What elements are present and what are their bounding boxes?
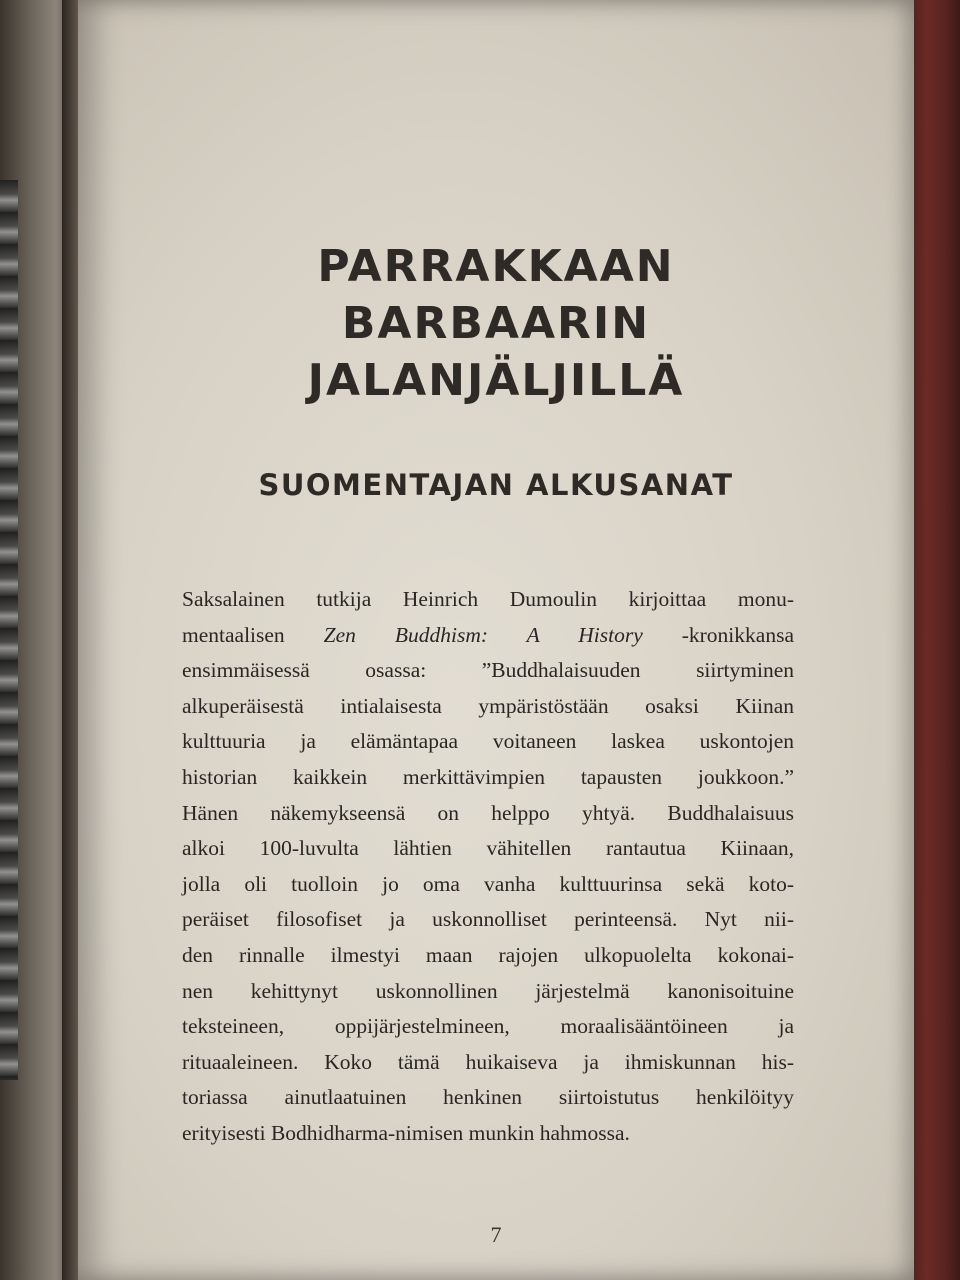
page-number: 7 bbox=[490, 1222, 502, 1247]
text-line: peräiset filosofiset ja uskonnolliset perinteensä. Nyt nii- bbox=[182, 907, 794, 932]
text-line: kulttuuria ja elämäntapaa voitaneen laskea uskontojen bbox=[182, 729, 794, 754]
text-line: Hänen näkemykseensä on helppo yhtyä. Buddhalaisuus bbox=[182, 800, 794, 825]
book-cover-edge bbox=[908, 0, 960, 1280]
text-line: ensimmäisessä osassa: ”Buddhalaisuuden siirtyminen bbox=[182, 658, 794, 683]
text-line bbox=[182, 618, 794, 654]
text-line: nen kehittynyt uskonnollinen järjestelmä kanonisoituine bbox=[182, 978, 794, 1003]
text-line: historian kaikkein merkittävimpien tapausten joukkoon.” bbox=[182, 764, 794, 789]
chapter-title-line: BARBAARIN bbox=[341, 298, 651, 349]
chapter-title-line: PARRAKKAAN bbox=[317, 241, 675, 292]
left-page-photo-edge bbox=[0, 180, 18, 1080]
text-line: jolla oli tuolloin jo oma vanha kulttuurinsa sekä koto- bbox=[182, 871, 794, 896]
chapter-title bbox=[78, 238, 914, 409]
text-segment: mentaalisen bbox=[182, 622, 324, 647]
text-line: toriassa ainutlaatuinen henkinen siirtoistutus henkilöityy bbox=[182, 1085, 794, 1110]
book-title-italic: Zen Buddhism: A History bbox=[323, 622, 643, 647]
text-line: alkoi 100-luvulta lähtien vähitellen rantautua Kiinaan, bbox=[182, 836, 794, 861]
book-page bbox=[78, 0, 914, 1280]
text-line: den rinnalle ilmestyi maan rajojen ulkopuolelta kokonai- bbox=[182, 942, 794, 967]
chapter-subtitle: SUOMENTAJAN ALKUSANAT bbox=[258, 468, 734, 502]
text-line: teksteineen, oppijärjestelmineen, moraalisääntöineen ja bbox=[182, 1014, 794, 1039]
text-line: Saksalainen tutkija Heinrich Dumoulin kirjoittaa monu- bbox=[182, 587, 794, 611]
chapter-title-line: JALANJÄLJILLÄ bbox=[307, 355, 685, 406]
text-line: rituaaleineen. Koko tämä huikaiseva ja ihmiskunnan his- bbox=[182, 1049, 794, 1074]
text-segment: -kronikkansa bbox=[642, 622, 794, 647]
text-line: erityisesti Bodhidharma-nimisen munkin hahmossa. bbox=[182, 1120, 630, 1145]
body-paragraph bbox=[182, 582, 794, 1152]
text-line: alkuperäisestä intialaisesta ympäristöstään osaksi Kiinan bbox=[182, 693, 794, 718]
